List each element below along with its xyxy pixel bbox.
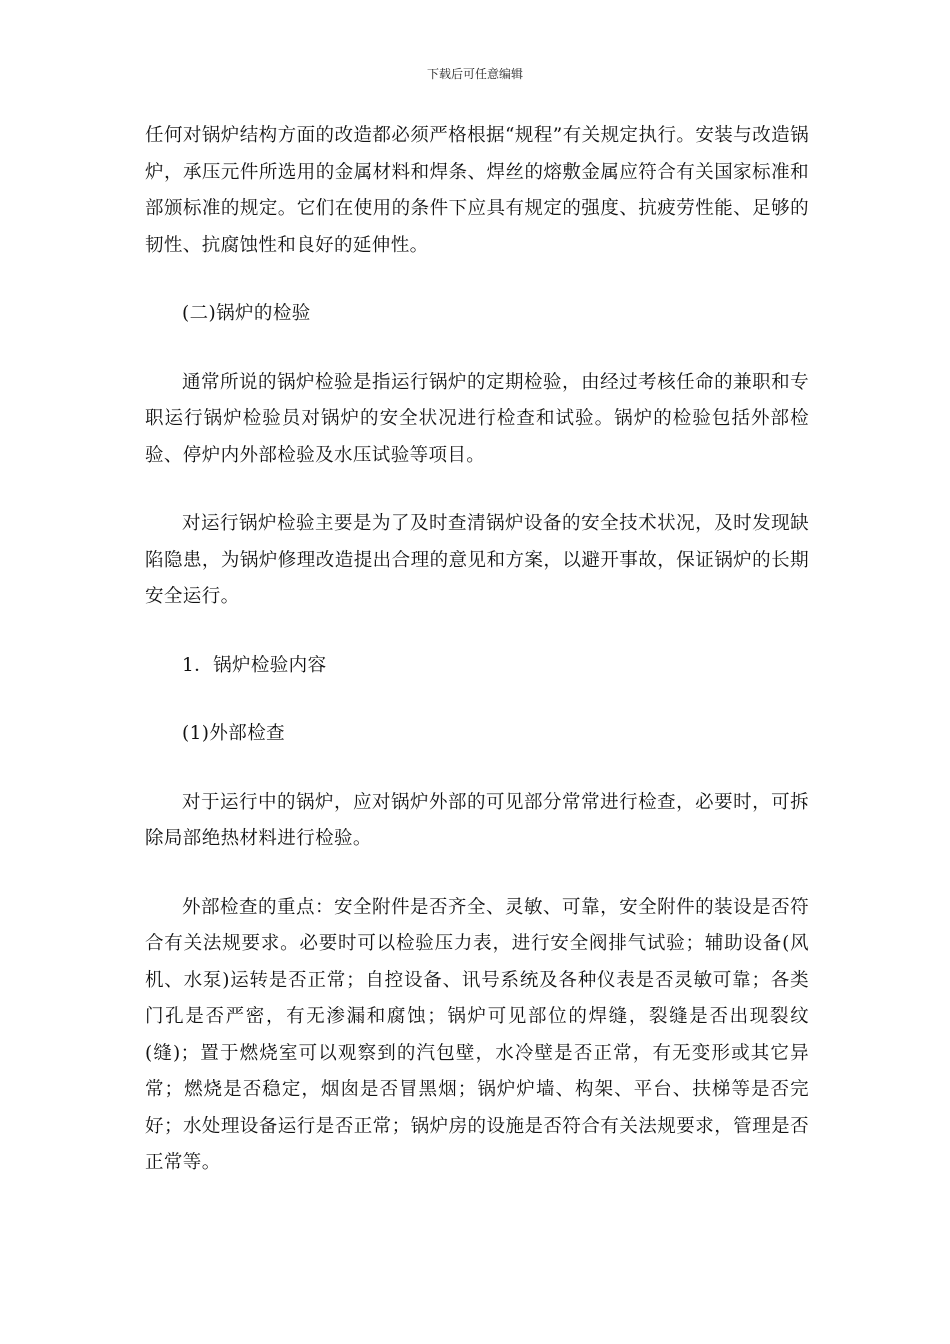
paragraph-modification-rules: 任何对锅炉结构方面的改造都必须严格根据“规程”有关规定执行。安装与改造锅炉，承压元件所选用的金属材料和焊条、焊丝的熔敷金属应符合有关国家标准和部颁标准的规定。它们在使用的条件下应具有规定的强度、抗疲劳性能、足够的韧性、抗腐蚀性和良好的延伸性。 — [145, 125, 809, 256]
paragraph-external-check-focus: 外部检查的重点：安全附件是否齐全、灵敏、可靠，安全附件的装设是否符合有关法规要求。必要时可以检验压力表，进行安全阀排气试验；辅助设备(风机、水泵)运转是否正常；自控设备、讯号系统及各种仪表是否灵敏可靠；各类门孔是否严密，有无渗漏和腐蚀；锅炉可见部位的焊缝，裂缝是否出现裂纹(缝)；置于燃烧室可以观察到的汽包壁，水冷壁是否正常，有无变形或其它异常；燃烧是否稳定，烟囱是否冒黑烟；锅炉炉墙、构架、平台、扶梯等是否完好；水处理设备运行是否正常；锅炉房的设施是否符合有关法规要求，管理是否正常等。 — [145, 896, 809, 1173]
section-heading-boiler-inspection: (二)锅炉的检验 — [182, 303, 311, 324]
paragraph-external-check-scope: 对于运行中的锅炉，应对锅炉外部的可见部分常常进行检查，必要时，可拆除局部绝热材料进行检验。 — [145, 791, 809, 849]
paragraph-inspection-definition: 通常所说的锅炉检验是指运行锅炉的定期检验，由经过考核任命的兼职和专职运行锅炉检验员对锅炉的安全状况进行检查和试验。锅炉的检验包括外部检验、停炉内外部检验及水压试验等项目。 — [145, 371, 809, 466]
subheading-inspection-content: 1．锅炉检验内容 — [182, 654, 327, 676]
subheading-external-check: (1)外部检查 — [182, 723, 286, 744]
paragraph-inspection-purpose: 对运行锅炉检验主要是为了及时查清锅炉设备的安全技术状况，及时发现缺陷隐患，为锅炉修理改造提出合理的意见和方案，以避开事故，保证锅炉的长期安全运行。 — [145, 513, 809, 607]
document-body — [145, 118, 809, 1182]
page-header: 下载后可任意编辑 — [426, 67, 523, 81]
